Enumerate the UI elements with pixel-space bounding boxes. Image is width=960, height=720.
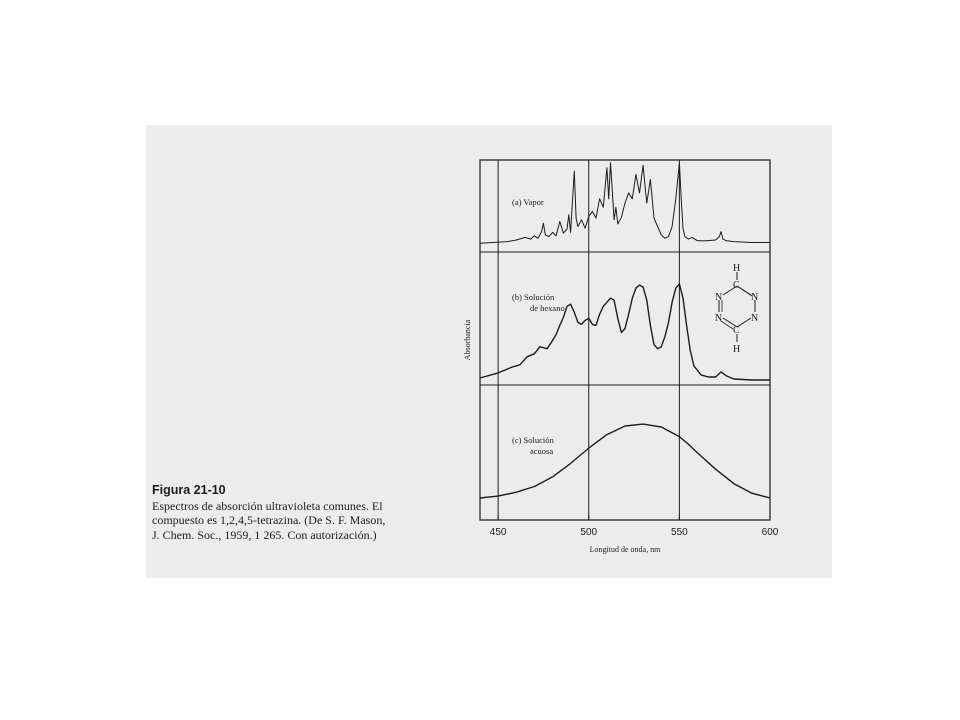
caption-title: Figura 21-10: [152, 483, 226, 497]
panel-labels: [512, 197, 565, 456]
x-gridlines: [498, 160, 679, 520]
atom-n-4: N: [751, 313, 759, 324]
panel-label-b-line-0: (b) Solución: [512, 292, 555, 302]
atom-n-2: N: [751, 292, 759, 303]
panel-label-a-line-0: (a) Vapor: [512, 197, 544, 207]
x-tick-label-500: 500: [580, 527, 598, 538]
atom-c-bottom: C: [733, 325, 740, 336]
tetrazine-structure: [715, 263, 758, 355]
spectra-series: [480, 163, 770, 498]
x-tick-label-450: 450: [489, 527, 507, 538]
x-axis-label: Longitud de onda, nm: [589, 545, 661, 554]
y-axis-label: Absorbancia: [463, 319, 472, 361]
bond-n-c-left-bottom-double: [721, 321, 733, 329]
caption-text: Espectros de absorción ultravioleta comunes. El compuesto es 1,2,4,5-tetrazina. (De S. F. Mason, J. Chem. Soc., 1959, 1 265. Con autorización.): [152, 498, 386, 542]
chart-frame: [480, 160, 770, 520]
x-axis-ticks: [490, 515, 779, 538]
atom-n-3: N: [715, 313, 723, 324]
atom-n-1: N: [715, 292, 723, 303]
panel-label-c-line-1: acuosa: [530, 446, 554, 456]
atom-h-top: H: [733, 263, 741, 274]
x-tick-label-550: 550: [671, 527, 688, 538]
panel-label-b-line-1: de hexano: [530, 303, 565, 313]
atom-h-bottom: H: [733, 344, 741, 355]
panel-label-c-line-0: (c) Solución: [512, 435, 554, 445]
atom-c-top: C: [733, 280, 740, 291]
x-tick-label-600: 600: [761, 527, 779, 538]
